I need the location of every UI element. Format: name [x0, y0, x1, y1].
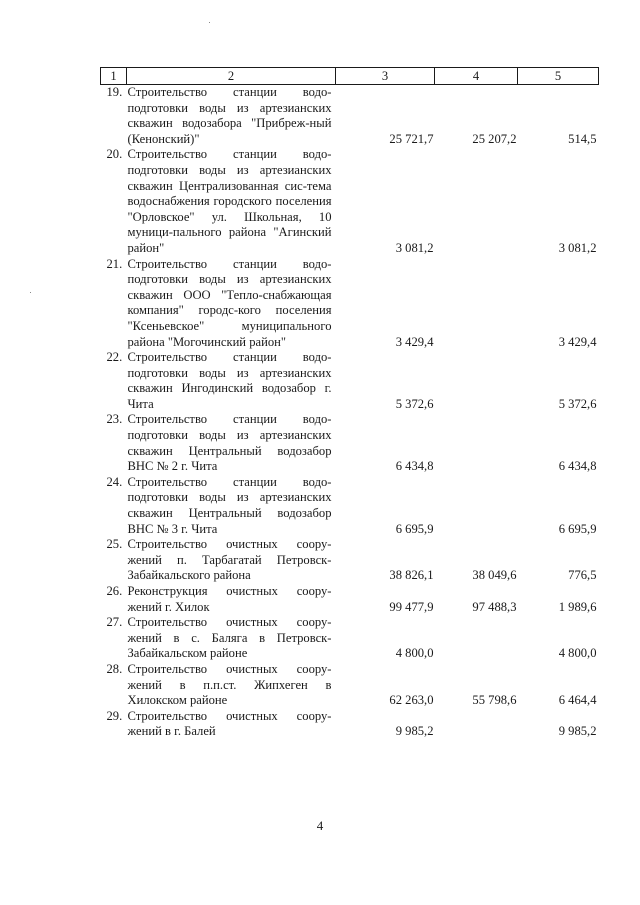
header-col-5: 5: [518, 68, 599, 85]
item-number: 24.: [106, 474, 123, 489]
table-row: [101, 615, 599, 662]
total-amount-cell: 3 429,4: [395, 334, 434, 349]
total-amount-cell: 62 263,0: [389, 693, 434, 708]
project-item: [101, 412, 336, 474]
total-amount-cell: 6 434,8: [395, 459, 434, 474]
federal-amount-cell: [435, 615, 518, 662]
project-description-cell: [101, 537, 336, 584]
table-row: [101, 475, 599, 537]
item-number: 21.: [106, 256, 123, 271]
regional-amount-cell: 6 695,9: [558, 521, 597, 536]
item-number: 22.: [106, 350, 123, 365]
federal-amount-cell: 38 049,6: [472, 568, 517, 583]
federal-amount-cell: [435, 475, 518, 537]
table-row: [101, 85, 599, 148]
total-amount-cell: 5 372,6: [395, 396, 434, 411]
regional-amount-cell: 3 081,2: [558, 240, 597, 255]
federal-amount-cell: 55 798,6: [472, 693, 517, 708]
federal-amount-cell: [435, 412, 518, 474]
project-description-cell: [101, 350, 336, 412]
project-name: Строительство станции водо-подготовки воды из артезианских скважин Централизованная сис-тема водоснабжения городского поселения "Орловское" ул. Школьная, 10 муници-пального района "Агинский район": [127, 147, 332, 255]
table-row: [101, 147, 599, 256]
scan-speck: [209, 22, 210, 23]
project-name: Строительство станции водо-подготовки воды из артезианских скважин Ингодинский водозабор г. Чита: [127, 350, 332, 411]
table-row: [101, 709, 599, 740]
total-amount-cell: 4 800,0: [395, 646, 434, 661]
regional-amount-cell: 3 429,4: [558, 334, 597, 349]
project-item: [101, 257, 336, 351]
project-name: Строительство очистных соору-жений в с. Баляга в Петровск-Забайкальском районе: [127, 615, 332, 661]
item-number: 27.: [106, 615, 123, 630]
table-row: [101, 662, 599, 709]
federal-amount-cell: [435, 709, 518, 740]
project-name: Строительство станции водо-подготовки воды из артезианских скважин водозабора "Прибреж-ный (Кенонский)": [127, 85, 332, 146]
regional-amount-cell: 5 372,6: [558, 396, 597, 411]
project-name: Строительство очистных соору-жений в п.п.ст. Жипхеген в Хилокском районе: [127, 661, 332, 708]
total-amount-cell: 6 695,9: [395, 521, 434, 536]
project-description-cell: [101, 584, 336, 615]
project-description-cell: [101, 615, 336, 662]
federal-amount-cell: 25 207,2: [472, 131, 517, 146]
project-item: [101, 147, 336, 256]
item-number: 19.: [106, 85, 123, 99]
table-row: [101, 584, 599, 615]
scan-speck: [30, 292, 31, 293]
total-amount-cell: 38 826,1: [389, 568, 434, 583]
project-item: [101, 709, 336, 740]
regional-amount-cell: 6 434,8: [558, 459, 597, 474]
item-number: 23.: [106, 412, 123, 427]
total-amount-cell: 9 985,2: [395, 724, 434, 739]
table-row: [101, 350, 599, 412]
item-number: 25.: [106, 537, 123, 552]
table-row: [101, 412, 599, 474]
project-description-cell: [101, 412, 336, 474]
regional-amount-cell: 6 464,4: [558, 693, 597, 708]
project-item: [101, 615, 336, 662]
page-number: 4: [316, 818, 324, 833]
item-number: 29.: [106, 708, 123, 723]
regional-amount-cell: 1 989,6: [558, 599, 597, 614]
total-amount-cell: 3 081,2: [395, 240, 434, 255]
project-name: Строительство очистных соору-жений п. Тарбагатай Петровск-Забайкальского района: [127, 537, 332, 583]
project-description-cell: [101, 85, 336, 148]
header-col-1: 1: [101, 68, 127, 85]
header-row: [101, 68, 599, 85]
table-row: [101, 257, 599, 351]
budget-table: [100, 67, 599, 740]
item-number: 20.: [106, 147, 123, 162]
header-col-4: 4: [435, 68, 518, 85]
project-description-cell: [101, 662, 336, 709]
project-description-cell: [101, 147, 336, 256]
project-item: [101, 584, 336, 615]
header-col-3: 3: [336, 68, 435, 85]
federal-amount-cell: [435, 257, 518, 351]
header-col-2: 2: [127, 68, 336, 85]
project-item: [101, 662, 336, 709]
project-item: [101, 537, 336, 584]
regional-amount-cell: 9 985,2: [558, 724, 597, 739]
project-description-cell: [101, 475, 336, 537]
table-header: [101, 68, 599, 85]
item-number: 28.: [106, 661, 123, 676]
item-number: 26.: [106, 584, 123, 598]
regional-amount-cell: 776,5: [568, 568, 597, 583]
project-name: Строительство станции водо-подготовки воды из артезианских скважин Центральный водозабор ВНС № 3 г. Чита: [127, 474, 332, 536]
project-name: Строительство станции водо-подготовки воды из артезианских скважин Центральный водозабор ВНС № 2 г. Чита: [127, 412, 332, 474]
table-row: [101, 537, 599, 584]
table-body: [101, 85, 599, 740]
project-item: [101, 475, 336, 537]
project-item: [101, 350, 336, 412]
project-name: Строительство станции водо-подготовки воды из артезианских скважин ООО "Тепло-снабжающая компания" городс-кого поселения "Ксеньевское" муниципального района "Могочинский район": [127, 256, 332, 349]
project-description-cell: [101, 709, 336, 740]
regional-amount-cell: 514,5: [568, 131, 597, 146]
project-name: Строительство очистных соору-жений в г. Балей: [127, 708, 332, 739]
regional-amount-cell: 4 800,0: [558, 646, 597, 661]
project-description-cell: [101, 257, 336, 351]
federal-amount-cell: [435, 147, 518, 256]
federal-amount-cell: [435, 350, 518, 412]
project-item: [101, 85, 336, 147]
federal-amount-cell: 97 488,3: [472, 599, 517, 614]
project-name: Реконструкция очистных соору-жений г. Хилок: [127, 584, 332, 614]
total-amount-cell: 99 477,9: [389, 599, 434, 614]
total-amount-cell: 25 721,7: [389, 131, 434, 146]
